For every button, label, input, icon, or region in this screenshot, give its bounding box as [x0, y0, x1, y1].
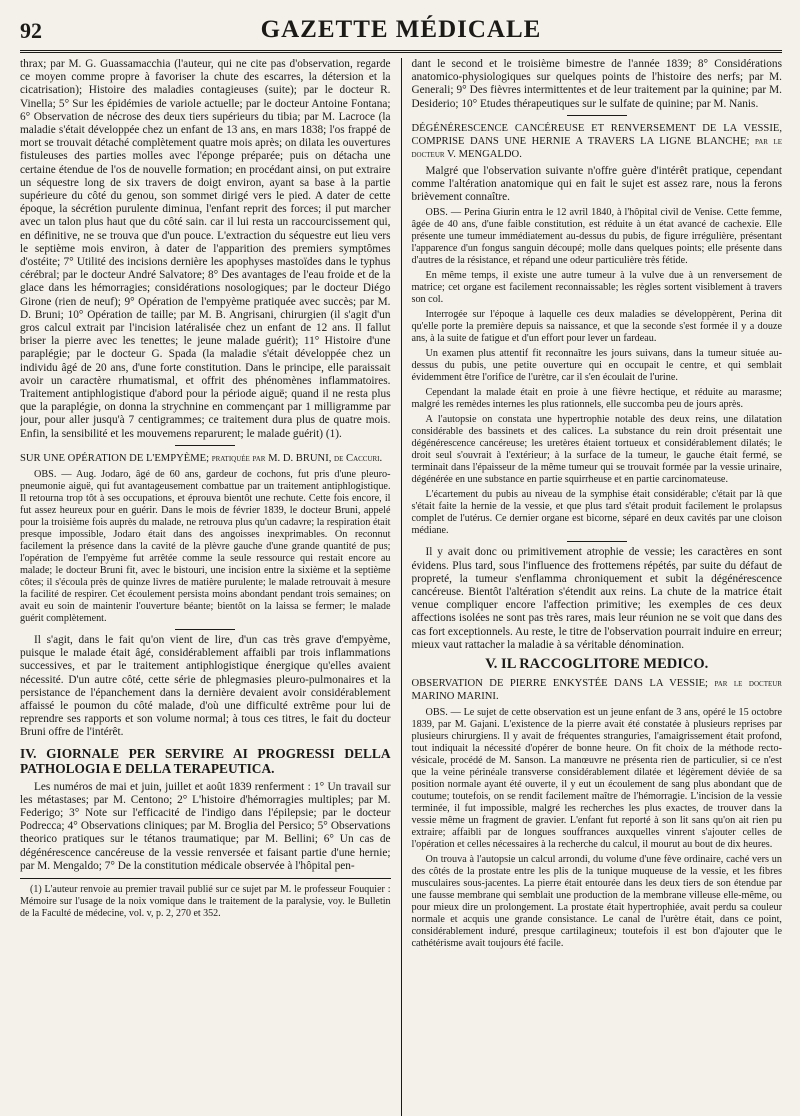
divider — [175, 445, 235, 446]
paragraph: Il y avait donc ou primitivement atrophie de vessie; les caractères en sont évidens. Plus tard, sous l'influence des frottemens répétés, par suite du défaut de propreté, la tumeur s'enflamma chroniquement et subit la dégénérescence cancéreuse. Bientôt l'altération s'étendit aux reins. La chute de la matrice était venue compliquer encore l'affection primitive; les exemples de ces deux affections isolées ne sont pas très rares, mais leur réunion ne se voit que dans des cas fort exceptionnels. Au reste, le titre de l'observation pourrait induire en erreur; mieux vaut rattacher la maladie à sa véritable dénomination. — [411, 546, 782, 651]
footnote: (1) L'auteur renvoie au premier travail publié sur ce sujet par M. le professeur Fouquier : Mémoire sur l'usage de la noix vomique dans le traitement de la paralysie, voy. le Bulletin de la Faculté de médecine, vol. v, p. 2, 270 et 352. — [20, 883, 391, 919]
right-column — [411, 58, 782, 1116]
section-heading: IV. GIORNALE PER SERVIRE AI PROGRESSI DELLA PATHOLOGIA E DELLA TERAPEUTICA. — [20, 745, 391, 777]
two-column-body — [20, 58, 782, 1116]
article-heading: OBSERVATION DE PIERRE ENKYSTÉE DANS LA VESSIE; par le docteur MARINO MARINI. — [411, 678, 782, 703]
paragraph: A l'autopsie on constata une hypertrophie notable des deux reins, une dilatation considérable des bassinets et des calices. La substance du rein droit présentait une dégénérescence cancéreuse; les uretères étaient tortueux et considérablement dilatés; le droit seul s'ouvrait à l'extérieur; à la surface de la tumeur, le gauche était fermé, se terminait dans l'épaisseur de la même tumeur qui se trouvait formée par la vessie urinaire, dégénérée en une substance en partie squirrheuse et en partie carcinomateuse. — [411, 414, 782, 486]
divider — [567, 115, 627, 116]
divider — [175, 629, 235, 630]
paragraph: Il s'agit, dans le fait qu'on vient de lire, d'un cas très grave d'empyème, puisque le malade était âgé, considérablement affaibli par trois inflammations successives, et par le traitement antiphlogistique énergique qu'elles avaient nécessité. D'un autre côté, cette série de phlegmasies pleuro-pulmonaires et la persistance de l'épanchement dans la dernière devaient avoir considérablement affaissé le poumon du côté malade, d'où une difficulté extrême pour lui de reprendre ses rapports et son volume normal; à tous ces titres, le fait du docteur Bruni offre de l'intérêt. — [20, 633, 391, 739]
paragraph: thrax; par M. G. Guassamacchia (l'auteur, qui ne cite pas d'observation, regarde ce moyen comme propre à favoriser la chute des escarres, la détersion et la cicatrisation); Histoire des maladies contagieuses (suite); par le docteur R. Vinella; 5° Sur les épidémies de variole actuelle; par le docteur Antoine Fontana; 6° Observation de nécrose des deux tiers supérieurs du tibia; par M. Lacroce (la maladie s'était développée chez un enfant de 13 ans, en mars 1838; l'os frappé de mort se trouvait détaché complètement quatre mois après; on dilata les ouvertures fistuleuses des parties molles avec l'éponge préparée; puis on détacha une certaine étendue de l'os de nouvelle formation; en procédant ainsi, on put extraire un séquestre long de six travers de doigt environ, ayant sa base à la partie supérieure du côté du genou, son sommet dirigé vers le pied. A dater de cette époque, la sécrétion purulente diminua, l'enfant reprit des forces; il put marcher avec un talon plus haut que du côté sain. car il lui resta un raccourcissement qui, en définitive, ne se trouva que d'un pouce. L'extraction du séquestre eut lieu vers le septième mois environ, à dater de l'apparition des premiers symptômes d'ostéite; 7° Utilité des incisions dernière les apophyses mastoïdes dans le typhus cérébral; par le docteur André Salvatore; 8° Des avantages de l'eau froide et de la glace dans les hémorragies; considérations nosologiques; par le docteur Diégo Girone (rien de neuf); 9° Opération de l'empyème pratiquée avec succès; par M. D. Bruni; 10° Opération de taille; par M. B. Angrisani, chirurgien (il s'agit d'un gros calcul extrait par l'incision latéralisée chez un enfant de 12 ans. Il fallut briser la pierre avec les tenettes; le jeune malade guérit); 11° Histoire d'une paraplégie; par le docteur G. Spada (la maladie s'était développée chez un individu âgé de 20 ans, d'une forte constitution. Dans le principe, elle paraissait avoir un caractère rhumatismal, et offrit des phénomènes inflammatoires. Traitement antiphlogistique d'abord pour la période aiguë; quand il ne resta plus que la paraplégie, on donna la strychnine en commençant par 1 milligramme par jour, pour aller jusqu'à 7 centigrammes; ce traitement dura plus de quatre mois. Enfin, la sensibilité et les mouvemens reparurent; le malade guérit) (1). — [20, 58, 391, 440]
paragraph: dant le second et le troisième bimestre de l'année 1839; 8° Considérations anatomico-physiologiques sur quelques points de l'histoire des nerfs; par M. Generali; 9° Des fièvres intermittentes et de leur traitement par la quinine; par M. Desiderio; 10° Etudes thérapeutiques sur le sulfate de quinine; par M. Nanis. — [411, 58, 782, 110]
paragraph: Un examen plus attentif fit reconnaître les jours suivans, dans la tumeur située au-dessus du pubis, une petite ouverture qui en occupait le centre, et qui semblait évidemment être l'orifice de l'urètre, car il s'en écoulait de l'urine. — [411, 348, 782, 384]
divider — [567, 541, 627, 542]
column-rule — [401, 58, 402, 1116]
paragraph: Interrogée sur l'époque à laquelle ces deux maladies se développèrent, Perina dit qu'elle porte la première depuis sa naissance, et que la seconde s'est formée il y a douze ans, à la suite de fatigue et d'un effort pour lever un fardeau. — [411, 309, 782, 345]
article-heading: SUR UNE OPÉRATION DE L'EMPYÈME; pratiquée par M. D. BRUNI, de Caccuri. — [20, 452, 383, 464]
footnote-rule — [20, 878, 391, 879]
left-column — [20, 58, 391, 1116]
journal-title: GAZETTE MÉDICALE — [260, 16, 542, 43]
paragraph: OBS. — Aug. Jodaro, âgé de 60 ans, gardeur de cochons, fut pris d'une pleuro-pneumonie aiguë, qui fut avantageusement combattue par un traitement antiphlogistique. Il retourna trop tôt à ses occupations, et éprouva bientôt une rechute. Cette fois encore, il fut assez heureux pour en guérir. Dans le mois de février 1839, le docteur Bruni, appelé pour la troisième fois auprès du malade, ne retrouva plus qu'un cadavre; la respiration était presque impossible, Jodaro était dans des angoisses inexprimables. On reconnut facilement la présence dans la cavité de la plèvre gauche d'une grande quantité de pus; l'opération de l'empyème fut arrêtée comme la seule ressource qui restait encore au malade; le docteur Bruni fit, avec le bistouri, une incision entre la sixième et la septième côtes; il s'écoula près de quinze livres de matière purulente; le malade retrouvait à mesure la facilité de respirer. Cet écoulement persista moins abondant pendant trois semaines; on avait eu soin de maintenir l'ouverture béante; bientôt on la laissa se fermer; le malade guérit complètement. — [20, 468, 391, 624]
paragraph: Cependant la malade était en proie à une fièvre hectique, et réduite au marasme; malgré les remèdes internes les plus rationnels, elle succomba peu de jours après. — [411, 387, 782, 411]
paragraph: En même temps, il existe une autre tumeur à la vulve due à un renversement de matrice; cet organe est facilement reconnaissable; les règles sortent visiblement à travers son col. — [411, 270, 782, 306]
page-header — [20, 14, 782, 53]
paragraph: On trouva à l'autopsie un calcul arrondi, du volume d'une fève ordinaire, caché vers un des côtés de la prostate entre les plis de la tunique muqueuse de la vessie, et les fibres musculaires sous-jacentes. La pierre était entourée dans les deux tiers de son étendue par une fausse membrane qui semblait une production de la membrane villeuse elle-même, ou pour mieux dire un prolongement. La prostate était hypertrophiée, avait perdu sa couleur normale et acquis une grande consistance. Le canal de l'urètre était, dans ce point, considérablement induré, presque cartilagineux; toutefois il est bon d'ajouter que le cathétérisme avait toujours été facile. — [411, 854, 782, 950]
article-heading: DÉGÉNÉRESCENCE CANCÉREUSE ET RENVERSEMENT DE LA VESSIE, COMPRISE DANS UNE HERNIE A TRAVERS LA LIGNE BLANCHE; par le docteur V. MENGALDO. — [411, 122, 782, 160]
section-heading: V. IL RACCOGLITORE MEDICO. — [485, 656, 709, 673]
paragraph: OBS. — Le sujet de cette observation est un jeune enfant de 3 ans, opéré le 15 octobre 1839, par M. Gajani. L'existence de la pierre avait été constatée à plusieurs reprises par plusieurs chirurgiens. Il y avait de fréquentes stranguries, l'amaigrissement était profond, tout indiquait la nécessité d'opérer de bonne heure. On fit choix de la méthode recto-vésicale, procédé de M. Sanson. La manœuvre ne présenta rien de particulier, si ce n'est que la veine périnéale transverse considérablement dilatée et légèrement déviée de sa position normale ayant été ouverte, il y eut un écoulement de sang plus abondant que de coutume; toutefois, on se rendit facilement maître de l'hémorragie. L'incision de la vessie terminée, il fut impossible, malgré les recherches les plus exactes, de trouver dans la vessie même un fragment de gravier. L'enfant fut reporté à son lit sans qu'on ait rien pu extraire; affaibli par de longues souffrances auxquelles vinrent s'ajouter celles de l'opération et celles nécessaires à la recherche du calcul, il mourut au bout de dix heures. — [411, 707, 782, 851]
paragraph: Les numéros de mai et juin, juillet et août 1839 renferment : 1° Un travail sur les métastases; par M. Centono; 2° L'histoire d'hémorragies multiples; par M. Federigo; 3° Note sur l'efficacité de l'indigo dans l'épilepsie; par le docteur Podrecca; 4° Observations cliniques; par M. Broglia del Persico; 5° Observations theorico pratiques sur le tétanos traumatique; par M. Bellini; 6° Un cas de dégénérescence cancéreuse de la vessie renversée et faisant partie d'une hernie; par M. Mengaldo; 7° De la constitution médicale observée à l'hôpital pen- — [20, 780, 391, 872]
paragraph: OBS. — Perina Giurin entra le 12 avril 1840, à l'hôpital civil de Venise. Cette femme, âgée de 40 ans, d'une faible constitution, est réduite à un état avancé de cachexie. Elle présente une tumeur immédiatement au-dessus du pubis, de figure irrégulière, présentant l'apparence d'un fongus sanguin découpé; molle dans quelques points; elle présente dans d'autres de la résistance, et répand une odeur particulière très fétide. — [411, 207, 782, 267]
paragraph: Malgré que l'observation suivante n'offre guère d'intérêt pratique, cependant comme l'altération anatomique qui en fait le sujet est assez rare, nous la ferons brièvement connaître. — [411, 164, 782, 204]
page-number: 92 — [20, 18, 42, 43]
paragraph: L'écartement du pubis au niveau de la symphise était considérable; c'était par là que s'était faite la hernie de la vessie, et que plus tard s'était produit facilement le prolapsus complet de l'utérus. Ce dernier organe est bicorne, séparé en deux cavités par une cloison médiane. — [411, 489, 782, 537]
